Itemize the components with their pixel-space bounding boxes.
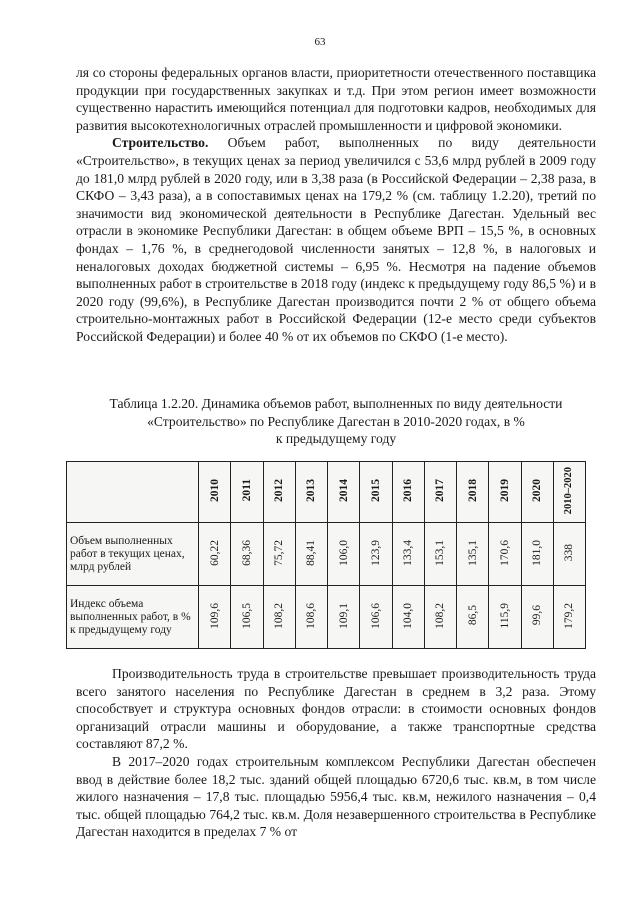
year-header-2019 [489, 462, 521, 523]
table-cell [231, 586, 263, 649]
table-cell [360, 523, 392, 586]
table-cell [489, 523, 521, 586]
cell-value: 109,6 [208, 602, 221, 629]
cell-value: 123,9 [369, 539, 382, 566]
cell-value: 108,2 [273, 602, 286, 629]
table-caption-line-3: к предыдущему году [275, 431, 397, 447]
table-header-row [67, 462, 586, 523]
productivity-paragraph: Производительность труда в строительстве превышает производительность труда всего занятого населения по Республике Дагестан в среднем в 3,2 раза. Этому способствует и структура основных фондов отрасли: в стоимости основных фондов организаций отрасли машины и оборудование, а также транспортные средства составляют 87,2 %. [76, 666, 596, 752]
year-header-2017 [424, 462, 456, 523]
year-header-2016 [392, 462, 424, 523]
table-cell [392, 586, 424, 649]
year-label: 2014 [337, 479, 350, 502]
construction-table [66, 461, 586, 649]
page-number: 63 [314, 36, 326, 48]
year-label: 2012 [273, 479, 286, 502]
table-caption-line-1: Таблица 1.2.20. Динамика объемов работ, выполненных по виду деятельности [109, 396, 563, 411]
cell-value: 179,2 [563, 602, 576, 629]
table-cell [553, 586, 585, 649]
year-header-2010 [199, 462, 231, 523]
year-label: 2016 [402, 479, 415, 502]
cell-value: 68,36 [240, 539, 253, 566]
table-caption-line-2: «Строительство» по Республике Дагестан в 2010-2020 годах, в % [147, 413, 525, 429]
cell-value: 60,22 [208, 539, 221, 566]
year-label: 2010–2020 [563, 466, 575, 515]
table-cell [489, 586, 521, 649]
year-label: 2015 [369, 479, 382, 502]
table-cell [231, 523, 263, 586]
cell-value: 109,1 [337, 602, 350, 629]
table-cell [295, 586, 327, 649]
construction-heading: Строительство. [112, 135, 209, 151]
table-cell [392, 523, 424, 586]
text-block-bottom [76, 665, 596, 841]
cell-value: 99,6 [531, 605, 544, 626]
year-header-2015 [360, 462, 392, 523]
table-cell [263, 586, 295, 649]
table-cell [424, 523, 456, 586]
year-label: 2010 [208, 479, 221, 502]
year-header-2020 [521, 462, 553, 523]
cell-value: 170,6 [498, 539, 511, 566]
table-cell [424, 586, 456, 649]
cell-value: 181,0 [531, 539, 544, 566]
table-cell [328, 586, 360, 649]
cell-value: 338 [563, 543, 576, 562]
construction-paragraph-text: Объем работ, выполненных по виду деятельности «Строительство», в текущих ценах за период увеличился с 53,6 млрд рублей в 2009 году до 181,0 млрд рублей в 2020 году, или в 3,38 раза (в Российской Федерации – 2,38 раза, в СКФО – 3,43 раза), а в сопоставимых ценах на 179,2 % (см. таблицу 1.2.20), третий по значимости вид экономической деятельности в Республике Дагестан. Удельный вес отрасли в экономике Республики Дагестан: в общем объеме ВРП – 15,5 %, в основных фондах – 1,76 %, в среднегодовой численности занятых – 12,8 %, в налоговых и неналоговых доходах бюджетной системы – 6,95 %. Несмотря на падение объемов выполненных работ в строительстве в 2018 году (индекс к предыдущему году 86,5 %) и в 2020 году (99,6%), в Республике Дагестан производится почти 2 % от общего объема строительно-монтажных работ в Российской Федерации (12-е место среди субъектов Российской Федерации) и более 40 % от их объемов по СКФО (1-е место). [76, 135, 596, 344]
cell-value: 153,1 [434, 539, 447, 566]
row-label: Индекс объема выполненных работ, в % к предыдущему году [67, 586, 199, 649]
table-cell [360, 586, 392, 649]
year-header-2011 [231, 462, 263, 523]
cell-value: 135,1 [466, 539, 479, 566]
cell-value: 133,4 [402, 539, 415, 566]
year-label: 2011 [240, 479, 253, 502]
cell-value: 115,9 [498, 602, 511, 629]
year-label: 2019 [498, 479, 511, 502]
table-caption [76, 395, 596, 448]
cell-value: 108,6 [305, 602, 318, 629]
table-cell [521, 523, 553, 586]
year-header-2012 [263, 462, 295, 523]
year-label: 2013 [305, 479, 318, 502]
cell-value: 108,2 [434, 602, 447, 629]
table-row-volume [67, 523, 586, 586]
cell-value: 88,41 [305, 539, 318, 566]
year-label: 2020 [531, 479, 544, 502]
table-cell [199, 523, 231, 586]
table-corner-cell [67, 462, 199, 523]
intro-paragraph: ля со стороны федеральных органов власти, приоритетности отечественного поставщика продукции при государственных закупках и т.д. При этом регион имеет возможности существенно нарастить имеющийся потенциал для подготовки кадров, необходимых для развития высокотехнологичных отраслей промышленности и цифровой экономики. [76, 65, 596, 133]
table-cell [328, 523, 360, 586]
cell-value: 75,72 [273, 539, 286, 566]
cell-value: 106,0 [337, 539, 350, 566]
housing-paragraph: В 2017–2020 годах строительным комплексом Республики Дагестан обеспечен ввод в действие более 18,2 тыс. зданий общей площадью 6720,6 тыс. кв.м, в том числе жилого назначения – 17,8 тыс. площадью 5956,4 тыс. кв.м, нежилого назначения – 0,4 тыс. общей площадью 764,2 тыс. кв.м. Доля незавершенного строительства в Республике Дагестан находится в пределах 7 % от [76, 753, 596, 840]
cell-value: 104,0 [402, 602, 415, 629]
table-cell [263, 523, 295, 586]
cell-value: 86,5 [466, 605, 479, 626]
table-cell [521, 586, 553, 649]
table-cell [199, 586, 231, 649]
cell-value: 106,6 [369, 602, 382, 629]
table-cell [553, 523, 585, 586]
year-header-2010-2020 [553, 462, 585, 523]
year-header-2014 [328, 462, 360, 523]
year-header-2018 [457, 462, 489, 523]
year-label: 2017 [434, 479, 447, 502]
cell-value: 106,5 [240, 602, 253, 629]
row-label: Объем выполненных работ в текущих ценах, млрд рублей [67, 523, 199, 586]
construction-paragraph [76, 134, 596, 345]
table-row-index [67, 586, 586, 649]
table-cell [295, 523, 327, 586]
table-cell [457, 586, 489, 649]
year-label: 2018 [466, 479, 479, 502]
text-block-top [76, 64, 596, 346]
table-container [66, 461, 586, 649]
year-header-2013 [295, 462, 327, 523]
table-cell [457, 523, 489, 586]
